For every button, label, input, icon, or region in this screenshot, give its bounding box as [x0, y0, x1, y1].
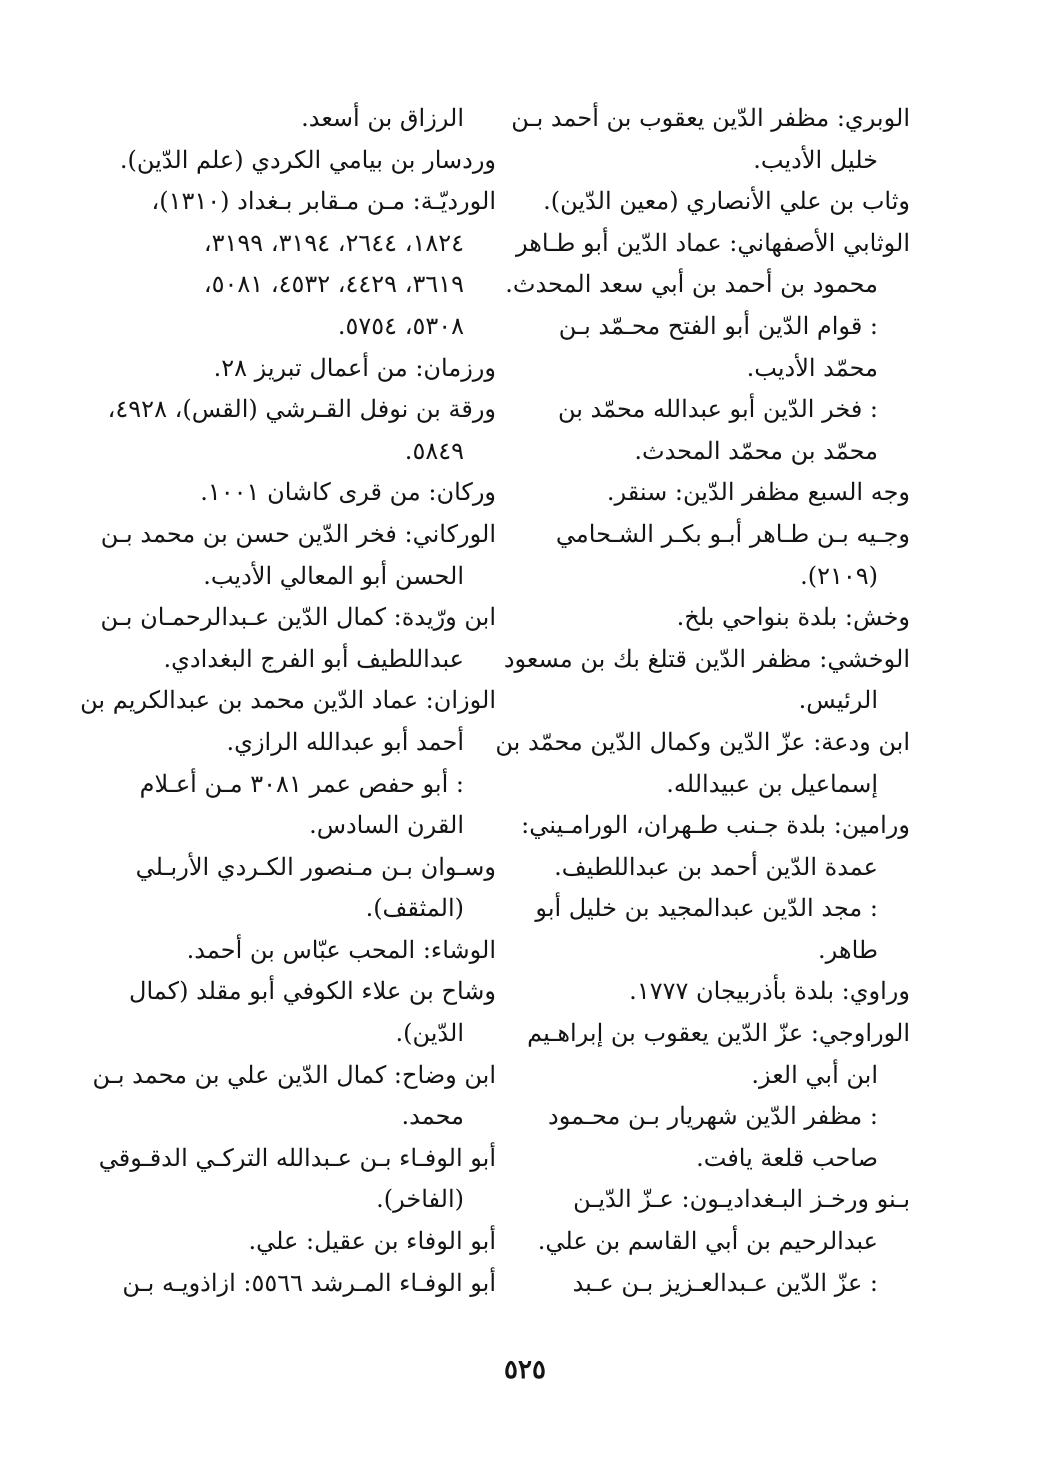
index-line: عمدة الدّين أحمد بن عبداللطيف. [554, 852, 878, 881]
index-line: أبو الوفـاء بـن عـبدالله التركـي الدقـوقي [98, 1143, 496, 1172]
index-line: ١٨٢٤، ٢٦٤٤، ٣١٩٤، ٣١٩٩، [203, 228, 464, 257]
index-line: (٢١٠٩). [800, 561, 878, 590]
index-line: : أبو حفص عمر ٣٠٨١ مـن أعـلام [139, 769, 464, 798]
index-line: صاحب قلعة يافت. [696, 1143, 878, 1172]
index-line: : عزّ الدّين عـبدالعـزيز بـن عـبد [572, 1268, 878, 1297]
index-line: محمّد بن محمّد المحدث. [634, 436, 878, 465]
index-line: أبو الوفـاء المـرشد ٥٥٦٦: ازاذويـه بـن [122, 1268, 496, 1297]
index-line: الوشاء: المحب عبّاس بن أحمد. [186, 935, 496, 964]
index-line: القرن السادس. [309, 811, 464, 840]
index-line: ٥٣٠٨، ٥٧٥٤. [337, 311, 464, 340]
index-line: الوزان: عماد الدّين محمد بن عبدالكريم بن [80, 686, 496, 715]
index-line: ابن ودعة: عزّ الدّين وكمال الدّين محمّد بن [495, 727, 910, 756]
left-column [80, 98, 504, 1304]
index-line: الوراوجي: عزّ الدّين يعقوب بن إبراهـيم [527, 1019, 910, 1048]
index-line: وسـوان بـن مـنصور الكـردي الأربـلي [135, 852, 496, 881]
index-line: ابن وضاح: كمال الدّين علي بن محمد بـن [92, 1060, 496, 1089]
index-line: الوركاني: فخر الدّين حسن بن محمد بـن [100, 519, 496, 548]
index-line: أحمد أبو عبدالله الرازي. [226, 727, 464, 756]
right-column [495, 98, 918, 1304]
index-line: محمّد الأديب. [746, 353, 878, 382]
index-line: وشاح بن علاء الكوفي أبو مقلد (كمال [129, 977, 496, 1006]
index-line: (المثقف). [365, 894, 464, 923]
index-line: ابن ورّيدة: كمال الدّين عـبدالرحمـان بـن [100, 603, 496, 632]
index-line: أبو الوفاء بن عقيل: علي. [248, 1227, 496, 1256]
index-line: بـنو ورخـز البـغداديـون: عـزّ الدّيـن [573, 1185, 910, 1214]
index-line: : قوام الدّين أبو الفتح محـمّد بـن [558, 311, 878, 340]
index-line: الوخشي: مظفر الدّين قتلغ بك بن مسعود [503, 644, 910, 673]
index-line: عبداللطيف أبو الفرج البغدادي. [163, 644, 464, 673]
index-line: الرئيس. [798, 686, 878, 715]
index-line: عبدالرحيم بن أبي القاسم بن علي. [537, 1227, 878, 1256]
index-line: : مظفر الدّين شهريار بـن محـمود [548, 1102, 878, 1131]
index-line: الوثابي الأصفهاني: عماد الدّين أبو طـاهر [515, 228, 910, 257]
index-line: إسماعيل بن عبيدالله. [666, 769, 878, 798]
index-line: (الفاخر). [376, 1185, 464, 1214]
index-line: ابن أبي العز. [751, 1060, 878, 1089]
index-line: الرزاق بن أسعد. [301, 104, 464, 132]
index-line: ٣٦١٩، ٤٤٢٩، ٤٥٣٢، ٥٠٨١، [203, 270, 464, 299]
index-line: وردسار بن بيامي الكردي (علم الدّين). [119, 145, 496, 174]
index-line: ورقة بن نوفل القـرشي (القس)، ٤٩٢٨، [107, 395, 496, 424]
index-line: الورديّـة: مـن مـقابر بـغداد (١٣١٠)، [151, 187, 496, 216]
index-line: محمود بن أحمد بن أبي سعد المحدث. [505, 270, 878, 299]
index-line: وجه السبع مظفر الدّين: سنقر. [606, 478, 910, 507]
page-number: ٥٢٥ [504, 1355, 546, 1385]
index-line: خليل الأديب. [753, 145, 878, 174]
index-line: : مجد الدّين عبدالمجيد بن خليل أبو [535, 894, 878, 923]
index-line: الوبري: مظفر الدّين يعقوب بن أحمد بـن [511, 104, 910, 132]
index-line: وركان: من قرى كاشان ١٠٠١. [200, 478, 496, 507]
index-line: وراوي: بلدة بأذربيجان ١٧٧٧. [629, 977, 910, 1006]
index-line: الحسن أبو المعالي الأديب. [203, 561, 464, 590]
index-line: محمد. [401, 1102, 464, 1131]
index-line: : فخر الدّين أبو عبدالله محمّد بن [557, 395, 878, 424]
index-line: وثاب بن علي الأنصاري (معين الدّين). [543, 187, 910, 216]
index-line: ورزمان: من أعمال تبريز ٢٨. [213, 353, 496, 382]
index-line: وجـيه بـن طـاهر أبـو بكـر الشـحامي [555, 519, 910, 548]
index-line: طاهر. [818, 935, 878, 964]
index-line: الدّين). [395, 1019, 464, 1048]
index-line: وخش: بلدة بنواحي بلخ. [676, 603, 910, 632]
index-line: ٥٨٤٩. [404, 436, 464, 465]
index-line: ورامين: بلدة جـنب طـهران، الورامـيني: [521, 811, 910, 840]
